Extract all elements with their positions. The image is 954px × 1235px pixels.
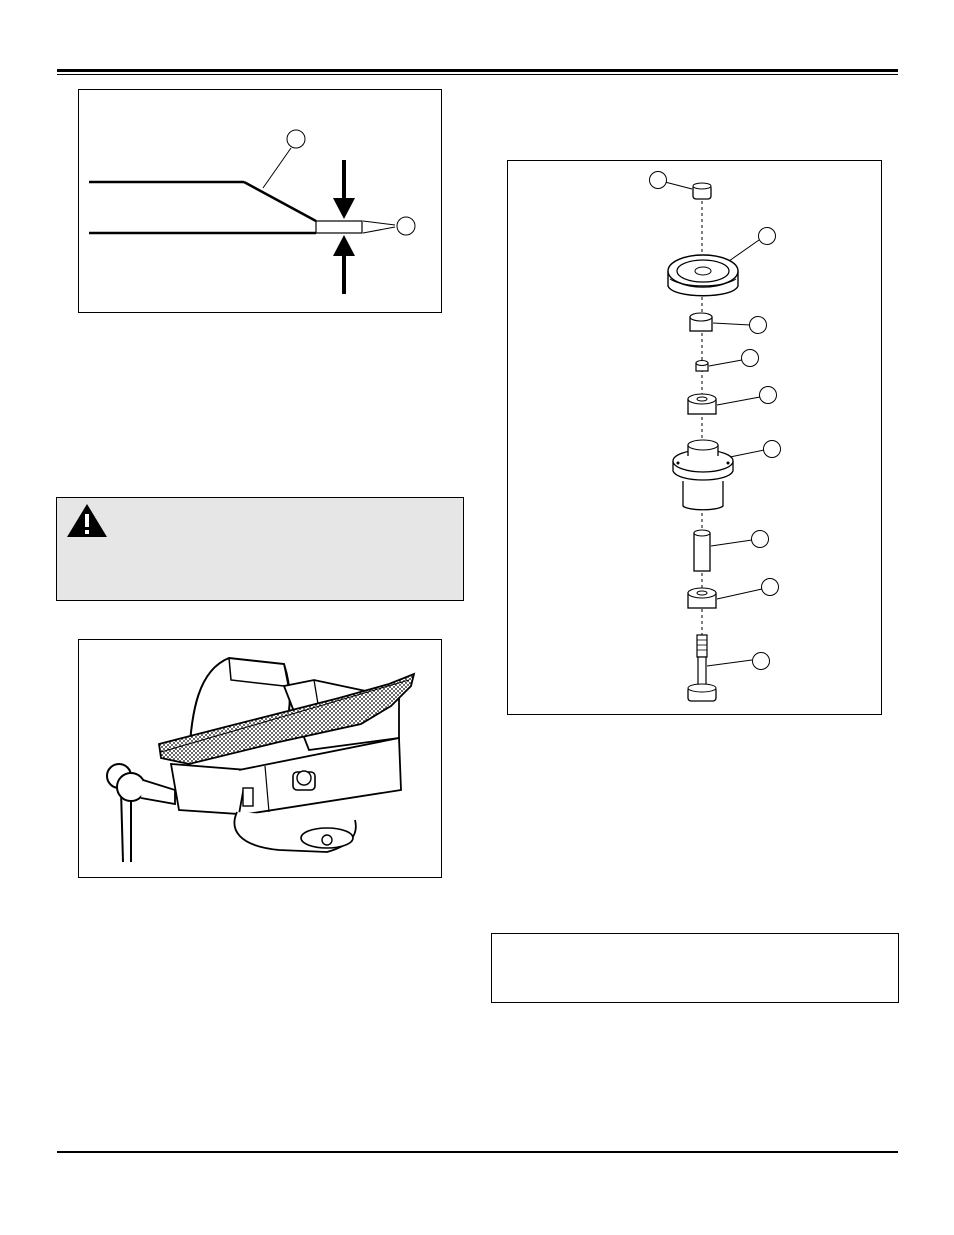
footer-rule [57, 1151, 898, 1153]
spindle-exploded-figure [507, 160, 882, 715]
spacer-sleeve [694, 530, 710, 571]
spindle-housing [673, 440, 733, 510]
note-box [491, 933, 899, 1003]
warning-box [56, 497, 464, 601]
bearing-lower [688, 588, 716, 608]
spindle-nut [693, 183, 711, 199]
header-rule-thick [57, 69, 898, 72]
spindle-shaft [688, 635, 716, 701]
blade-edge-figure [78, 89, 442, 313]
pulley [668, 255, 738, 296]
spindle-exploded-diagram [508, 161, 883, 716]
blade-edge-diagram [79, 90, 443, 314]
warning-triangle-icon [65, 502, 109, 540]
spacer-upper [690, 313, 712, 331]
vise-figure [78, 639, 442, 878]
bearing-upper [688, 394, 716, 414]
vise-illustration [79, 640, 443, 879]
header-rule-thin [57, 74, 898, 75]
washer-small [696, 361, 708, 372]
